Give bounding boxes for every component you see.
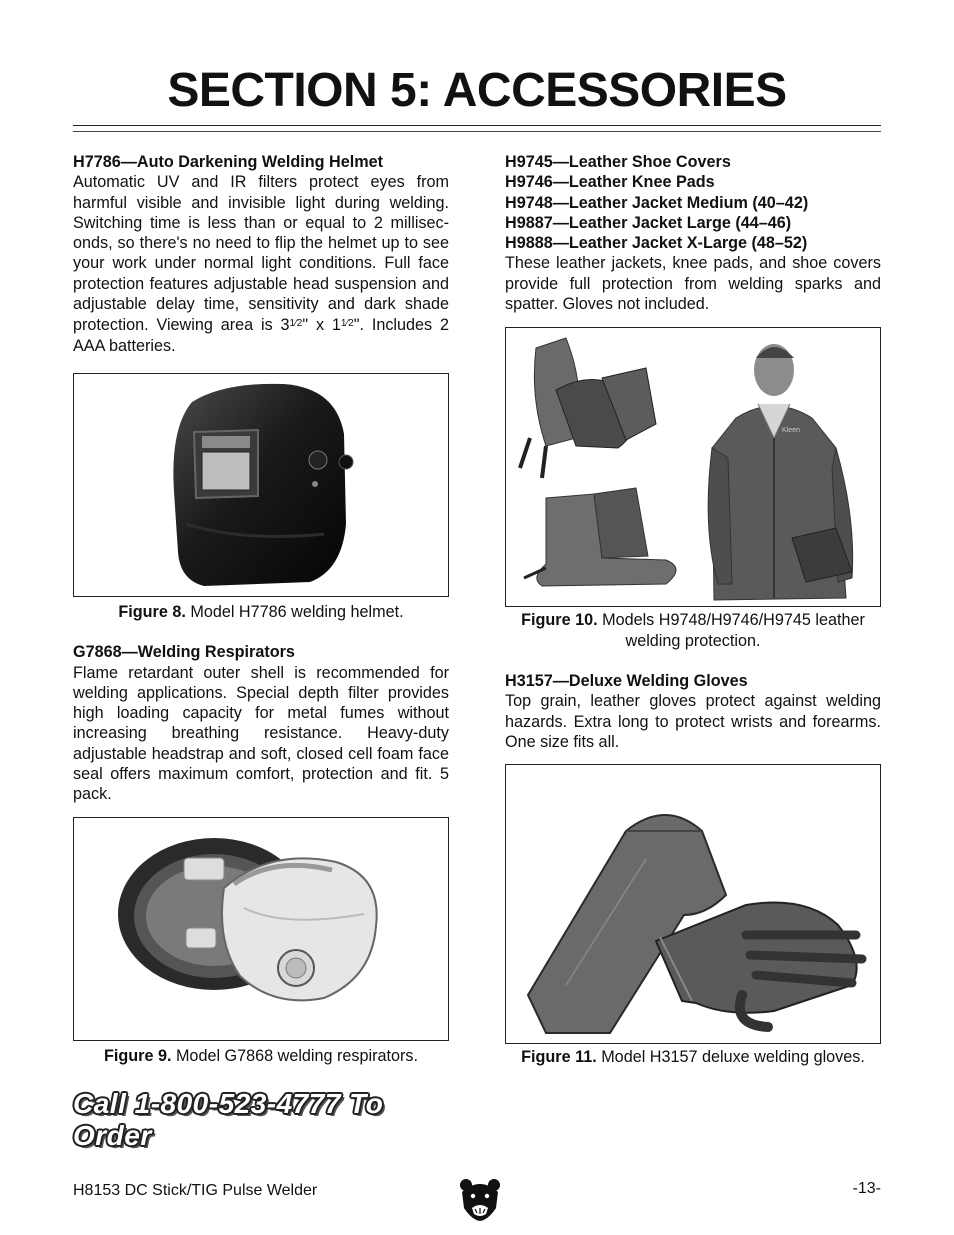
call-to-order-banner: Call 1-800-523-4777 To Order [73, 1088, 384, 1151]
jacket-label-text: Kleen [782, 427, 800, 435]
figure-9-welding-respirators [73, 817, 449, 1041]
h9746-heading: H9746—Leather Knee Pads [505, 173, 715, 192]
g7868-heading: G7868—Welding Respirators [73, 643, 295, 662]
left-column [73, 152, 449, 1066]
fraction-half: 1⁄2 [289, 318, 303, 330]
g7868-description: Flame retardant outer shell is recommended for welding applications. Special depth filter provides high loading capacity for metal fumes without increasing breathing resistance. Heavy-duty adjustable headstrap and soft, closed cell foam face seal offers maximum comfort, protection and fit. 5 pack. [73, 663, 449, 804]
h7786-heading: H7786—Auto Darkening Welding Helmet [73, 153, 384, 171]
h9887-heading: H9887—Leather Jacket Large (44–46) [505, 213, 792, 232]
figure-11-caption: Figure 11. Model H3157 deluxe welding gloves. [521, 1048, 865, 1067]
page-number: -13- [852, 1180, 881, 1197]
fraction-half: 1⁄2 [340, 318, 354, 330]
h9748-heading: H9748—Leather Jacket Medium (40–42) [505, 193, 809, 212]
figure-10-leather-protection [505, 327, 881, 607]
figure-11-welding-gloves [505, 764, 881, 1044]
figure-10-caption: Figure 10. Models H9748/H9746/H9745 leather welding protection. [521, 611, 865, 650]
h9888-heading: H9888—Leather Jacket X-Large (48–52) [505, 234, 808, 253]
leather-protection-image [506, 328, 879, 605]
right-column [505, 152, 881, 1067]
leather-description: These leather jackets, knee pads, and shoe covers provide full protection from welding sparks and spatter. Gloves not included. [505, 254, 881, 314]
page-title: SECTION 5: ACCESSORIES [167, 64, 787, 117]
figure-8-welding-helmet [73, 373, 449, 597]
title-rule-bottom [73, 131, 881, 132]
h9745-heading: H9745—Leather Shoe Covers [505, 153, 731, 171]
bear-logo-icon [458, 1176, 502, 1222]
respirators-image [74, 818, 447, 1039]
welding-helmet-image [74, 374, 447, 595]
footer-model-name: H8153 DC Stick/TIG Pulse Welder [73, 1182, 318, 1199]
h3157-heading: H3157—Deluxe Welding Gloves [505, 671, 748, 690]
figure-9-caption: Figure 9. Model G7868 welding respirators. [103, 1046, 418, 1065]
welding-gloves-image [506, 765, 879, 1042]
title-rule-top [73, 125, 881, 126]
figure-8-caption: Figure 8. Model H7786 welding helmet. [118, 602, 404, 621]
h7786-description: Automatic UV and IR filters protect eyes from harmful visible and invisible light during welding. Switching time is less than or equal to 2 milliseconds, so there's no need to flip the helmet up to see your work under normal light conditions. Full face protection features adjustable head suspension and adjustable delay time, sensitivity and dark shade protection. Viewing area is $3^{1⁄2}$" x $1^{1⁄2}$". Includes 2 AAA batteries. [73, 173, 449, 355]
h3157-description: Top grain, leather gloves protect against welding hazards. Extra long to protect wrists and forearms. One size fits all. [505, 692, 881, 751]
